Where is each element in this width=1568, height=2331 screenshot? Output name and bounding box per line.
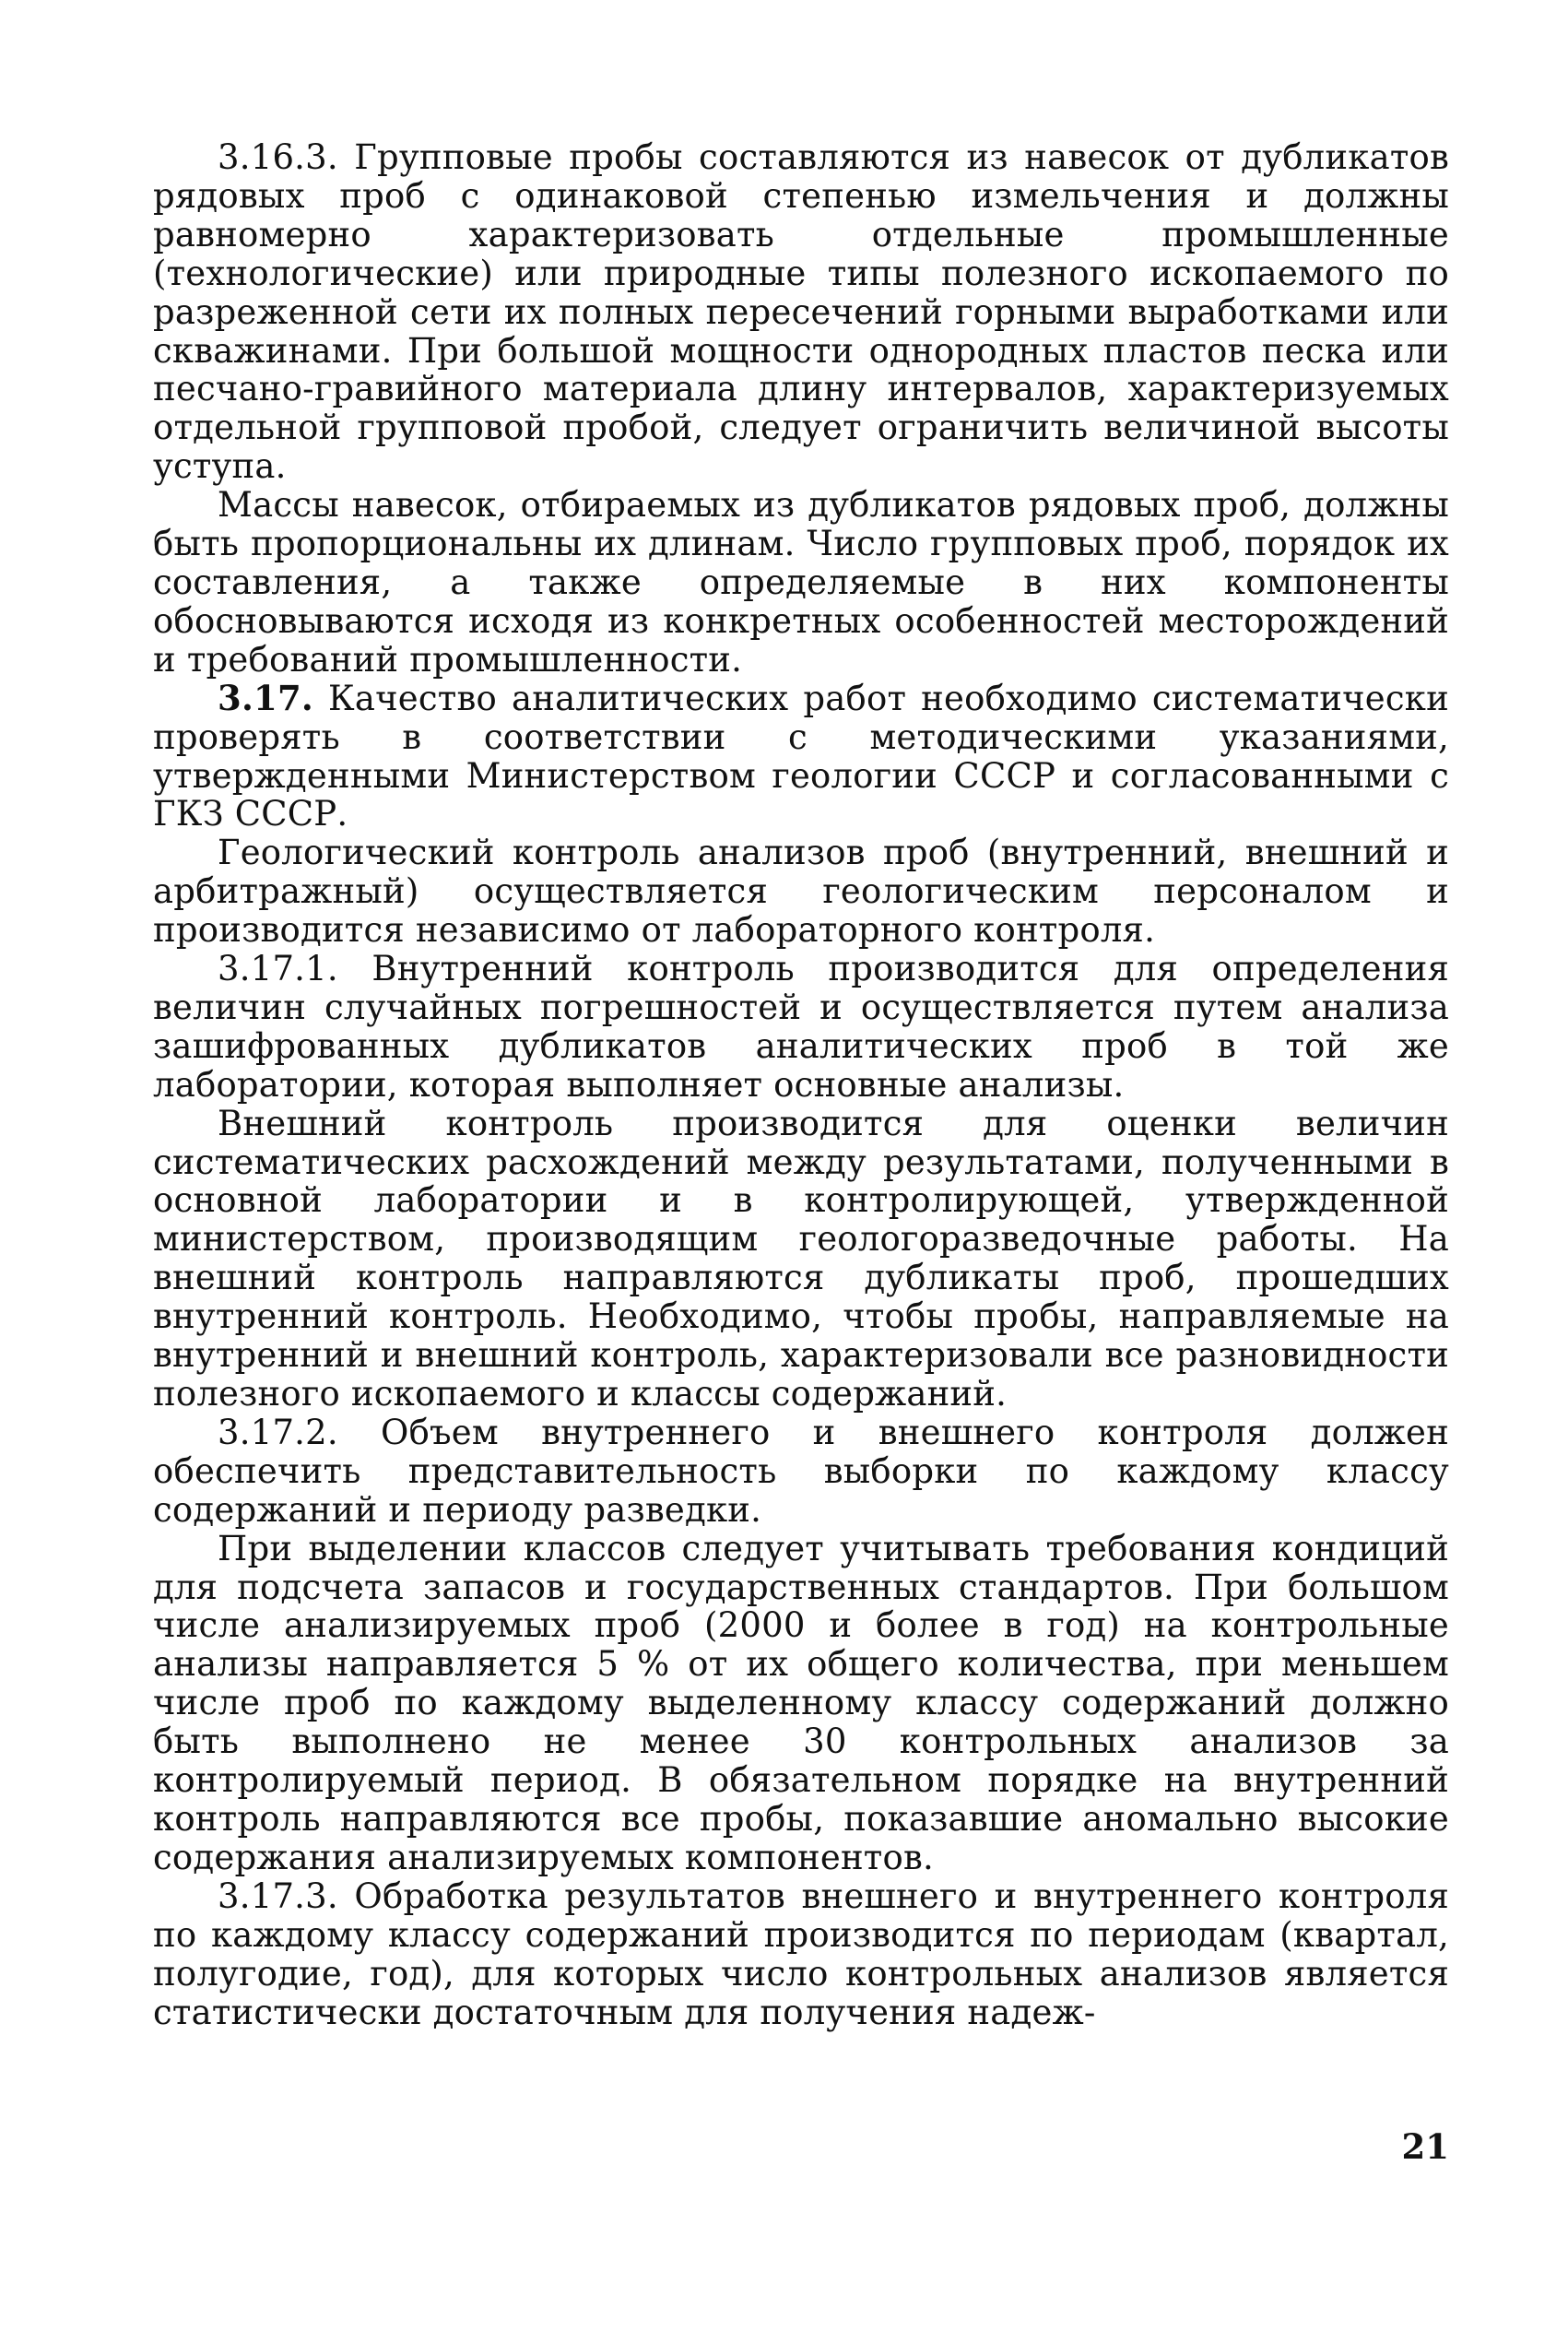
paragraph-masses xyxy=(153,486,1449,680)
page-number: 21 xyxy=(1401,2126,1449,2167)
paragraph-text: При выделении классов следует учитывать требования кондиций для подсчета запасов и государственных стандартов. При большом числе анализируемых проб (2000 и более в год) на контрольные анализы направляется 5 % от их общего количества, при меньшем числе проб по каждому выделенному классу содержаний должно быть выполнено не менее 30 контрольных анализов за контролируемый период. В обязательном порядке на внутренний контроль направляются все пробы, показавшие аномально высокие содержания анализируемых компонентов. xyxy=(153,1528,1449,1877)
paragraph-external-control xyxy=(153,1105,1449,1414)
paragraph-text: 3.17.2. Объем внутреннего и внешнего контроля должен обеспечить представительность выборки по каждому классу содержаний и периоду разведки. xyxy=(153,1412,1449,1530)
paragraph-3-16-3 xyxy=(153,138,1449,486)
paragraph-class-selection xyxy=(153,1530,1449,1877)
paragraph-text: Качество аналитических работ необходимо систематически проверять в соответствии с методическими указаниями, утвержденными Министерством геологии СССР и согласованными с ГКЗ СССР. xyxy=(153,678,1449,834)
paragraph-text: 3.17.3. Обработка результатов внешнего и внутреннего контроля по каждому классу содержаний производится по периодам (квартал, полугодие, год), для которых число контрольных анализов является статистически достаточным для получения надеж- xyxy=(153,1875,1449,2032)
section-number: 3.17. xyxy=(218,677,313,718)
paragraph-3-17 xyxy=(153,677,1449,834)
paragraph-text: 3.16.3. Групповые пробы составляются из навесок от дубликатов рядовых проб с одинаковой степенью измельчения и должны равномерно характеризовать отдельные промышленные (технологические) или природные типы полезного ископаемого по разреженной сети их полных пересечений горными выработками или скважинами. При большой мощности однородных пластов песка или песчано-гравийного материала длину интервалов, характеризуемых отдельной групповой пробой, следует ограничить величиной высоты уступа. xyxy=(153,137,1449,487)
paragraph-geological-control xyxy=(153,834,1449,950)
paragraph-3-17-3 xyxy=(153,1877,1449,2032)
paragraph-text: Массы навесок, отбираемых из дубликатов рядовых проб, должны быть пропорциональны их длинам. Число групповых проб, порядок их составления, а также определяемые в них компоненты обосновываются исходя из конкретных особенностей месторождений и требований промышленности. xyxy=(153,485,1449,680)
paragraph-text: 3.17.1. Внутренний контроль производится для определения величин случайных погрешностей и осуществляется путем анализа зашифрованных дубликатов аналитических проб в той же лаборатории, которая выполняет основные анализы. xyxy=(153,949,1449,1105)
paragraph-text: Геологический контроль анализов проб (внутренний, внешний и арбитражный) осуществляется геологическим персоналом и производится независимо от лабораторного контроля. xyxy=(153,833,1449,951)
paragraph-3-17-2 xyxy=(153,1414,1449,1530)
paragraph-3-17-1 xyxy=(153,950,1449,1105)
paragraph-text: Внешний контроль производится для оценки величин систематических расхождений между результатами, полученными в основной лаборатории и в контролирующей, утвержденной министерством, производящим геологоразведочные работы. На внешний контроль направляются дубликаты проб, прошедших внутренний контроль. Необходимо, чтобы пробы, направляемые на внутренний и внешний контроль, характеризовали все разновидности полезного ископаемого и классы содержаний. xyxy=(153,1103,1449,1414)
document-page xyxy=(153,138,1449,2259)
